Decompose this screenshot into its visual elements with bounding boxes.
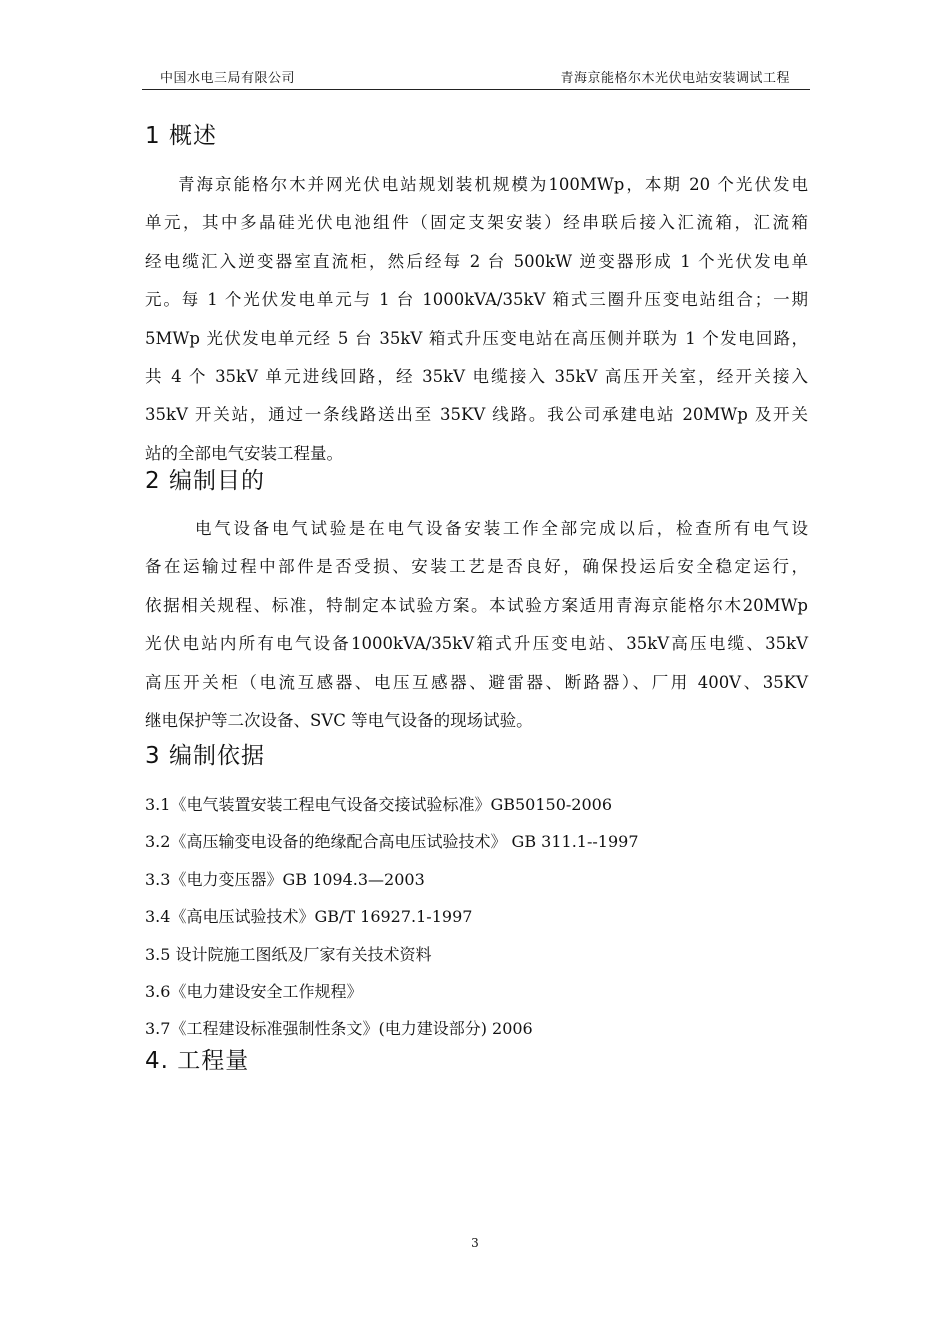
paragraph-line: 单元，其中多晶硅光伏电池组件（固定支架安装）经串联后接入汇流箱，汇流箱 [145, 213, 808, 233]
reference-item: 3.2《高压输变电设备的绝缘配合高电压试验技术》 GB 311.1--1997 [145, 832, 639, 851]
section-3-heading: 3 编制依据 [145, 743, 265, 769]
paragraph-line: 元。每 1 个光伏发电单元与 1 台 1000kVA/35kV 箱式三圈升压变电站组合；一期 [145, 290, 808, 310]
header-company: 中国水电三局有限公司 [160, 71, 296, 86]
paragraph-line: 35kV 开关站，通过一条线路送出至 35KV 线路。我公司承建电站 20MWp 及开关 [145, 405, 808, 425]
section-2-heading: 2 编制目的 [145, 468, 265, 494]
page-number: 3 [471, 1236, 479, 1250]
paragraph-line: 青海京能格尔木并网光伏电站规划装机规模为100MWp，本期 20 个光伏发电 [178, 175, 808, 194]
section-4-heading: 4. 工程量 [145, 1048, 250, 1074]
paragraph-line: 5MWp 光伏发电单元经 5 台 35kV 箱式升压变电站在高压侧并联为 1 个发电回路， [145, 328, 808, 348]
paragraph-line: 高压开关柜（电流互感器、电压互感器、避雷器、断路器）、厂用 400V、35KV [145, 672, 808, 692]
section-1-heading: 1 概述 [145, 123, 217, 149]
header-rule [142, 89, 810, 90]
paragraph-line: 共 4 个 35kV 单元进线回路，经 35kV 电缆接入 35kV 高压开关室，经开关接入 [145, 367, 808, 387]
paragraph-line: 备在运输过程中部件是否受损、安装工艺是否良好，确保投运后安全稳定运行， [145, 557, 808, 577]
paragraph-line: 经电缆汇入逆变器室直流柜，然后经每 2 台 500kW 逆变器形成 1 个光伏发电单 [145, 251, 808, 271]
paragraph-line: 继电保护等二次设备、SVC 等电气设备的现场试验。 [145, 711, 533, 731]
reference-item: 3.1《电气装置安装工程电气设备交接试验标准》GB50150-2006 [145, 795, 613, 814]
section-1-paragraph [145, 166, 808, 473]
paragraph-line: 依据相关规程、标准，特制定本试验方案。本试验方案适用青海京能格尔木20MWp [145, 595, 808, 615]
paragraph-line: 站的全部电气安装工程量。 [145, 443, 343, 463]
reference-item: 3.3《电力变压器》GB 1094.3—2003 [145, 870, 425, 889]
paragraph-line: 电气设备电气试验是在电气设备安装工作全部完成以后，检查所有电气设 [195, 519, 808, 538]
reference-item: 3.6《电力建设安全工作规程》 [145, 982, 363, 1001]
section-2-paragraph [145, 510, 808, 740]
paragraph-line: 光伏电站内所有电气设备1000kVA/35kV箱式升压变电站、35kV高压电缆、35kV [145, 634, 808, 654]
reference-item: 3.5 设计院施工图纸及厂家有关技术资料 [145, 945, 432, 964]
header-project-title: 青海京能格尔木光伏电站安装调试工程 [560, 71, 790, 86]
reference-item: 3.7《工程建设标准强制性条文》(电力建设部分) 2006 [145, 1019, 533, 1038]
reference-item: 3.4《高电压试验技术》GB/T 16927.1-1997 [145, 907, 473, 926]
